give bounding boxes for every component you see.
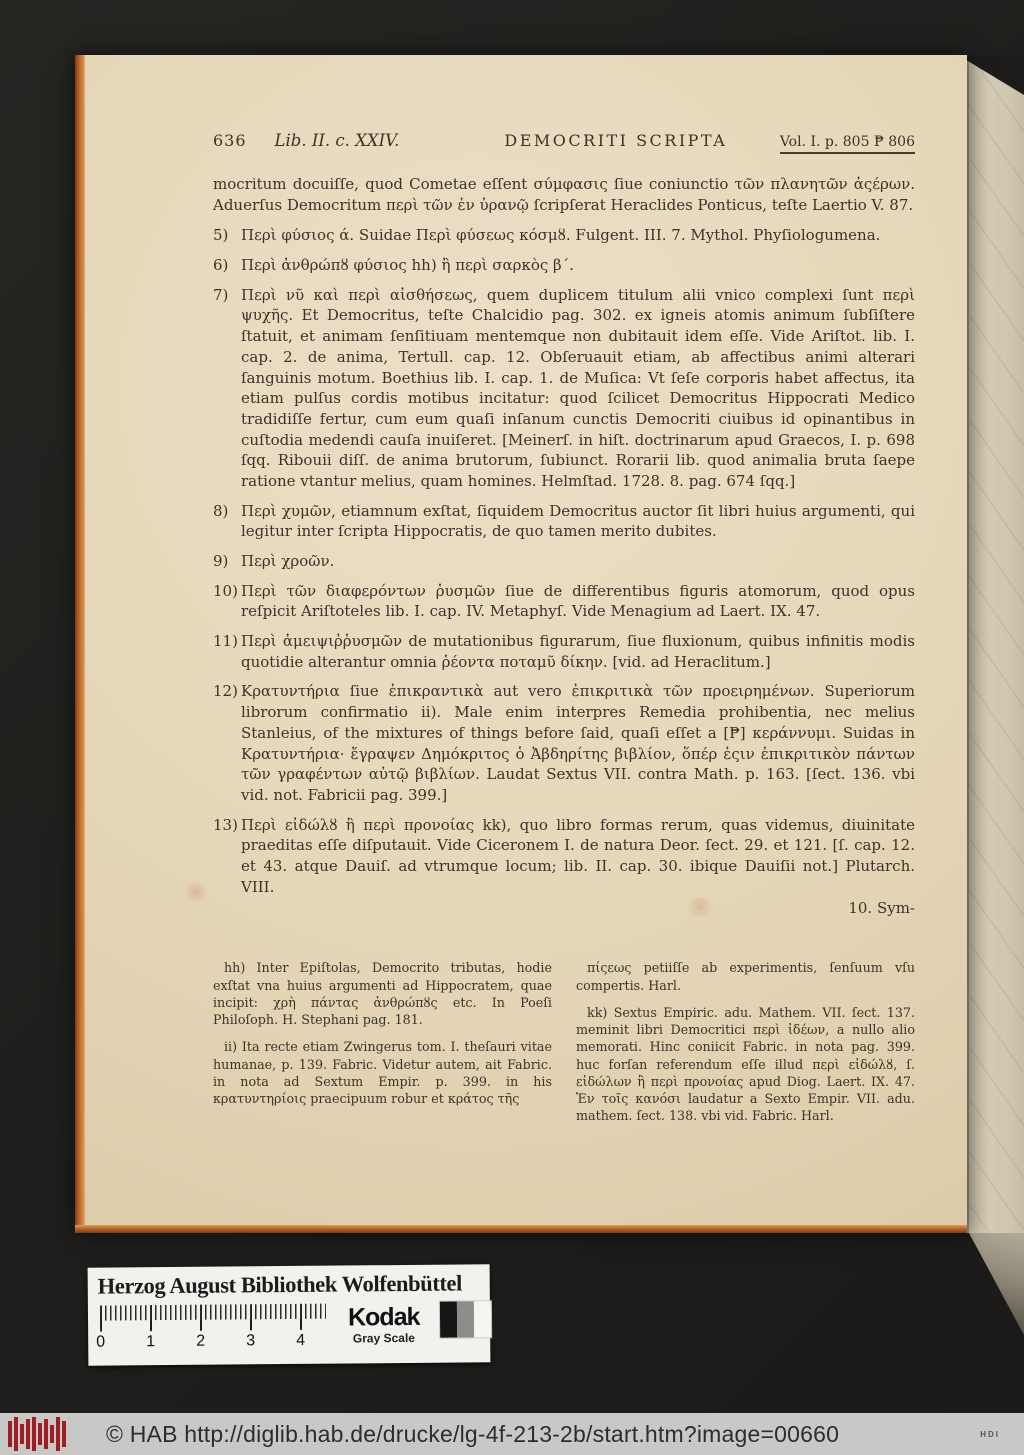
cm-ruler xyxy=(96,1304,332,1358)
item-number: 10) xyxy=(213,581,238,600)
footnote: kk) Sextus Empiric. adu. Mathem. VII. ſect. 137. meminit libri Democritici περὶ ἰδέων, a nullo alio memorati. Hinc coniicit Fabric. in nota pag. 399. huc forſan referendum eſſe illud περὶ εἰδώλȣ, ſ. εἰδώλων ἢ περὶ προνοίας apud Diog. Laert. IX. 47. Ἐν τοῖς κανόσι laudatur a Sexto Empir. VII. adu. mathem. ſect. 138. vbi vid. Fabric. Harl. xyxy=(576,1004,915,1124)
swatch-gray xyxy=(457,1301,474,1337)
ruler-number: 3 xyxy=(246,1332,256,1350)
item-text: Περὶ τῶν διαφερόντων ῥυσμῶν ſiue de differentibus figuris atomorum, quod opus reſpicit Ariſtoteles lib. I. cap. IV. Metaphyſ. Vide Menagium ad Laert. IX. 47. xyxy=(241,581,915,621)
fore-edge-bottom xyxy=(75,1225,967,1233)
ruler-number: 1 xyxy=(146,1333,156,1351)
book-page xyxy=(75,55,967,1233)
footnotes xyxy=(213,959,915,1124)
item-text: Περὶ χυμῶν, etiamnum exſtat, ſiquidem Democritus auctor ſit libri huius argumenti, qui legitur inter ſcripta Hippocratis, de quo tamen merito dubites. xyxy=(241,501,915,541)
ink-showthrough xyxy=(969,60,1024,1233)
ruler-number: 0 xyxy=(96,1333,106,1351)
copyright-bar xyxy=(0,1413,1024,1455)
item-number: 7) xyxy=(213,285,229,304)
next-page-edge xyxy=(967,60,1024,1233)
swatch-black xyxy=(440,1302,457,1338)
running-header xyxy=(213,131,915,154)
library-label xyxy=(88,1264,491,1366)
numbered-list xyxy=(213,225,915,897)
hab-barcode-icon xyxy=(8,1417,66,1451)
footnote: πίςεως petiiſſe ab experimentis, ſenſuum vſu compertis. Harl. xyxy=(576,960,915,993)
item-text: Κρατυντήρια ſiue ἐπικραντικὰ aut vero ἐπικριτικὰ τῶν προειρημένων. Superiorum librorum confirmatio ii). Male enim interpres Remedia prohibentia, nec melius Stanleius, of the mixtures of things before ſaid, quaſi eſſet a [₱] κεράννυμι. Suidas in Κρατυντήρια· ἔγραψεν Δημόκριτος ὁ Ἀβδηρίτης βιβλίον, ὅπέρ ἐςιν ἐπικριτικὸν πάντων τῶν γραφέντων αὐτῷ βιβλίων. Laudat Sextus VII. contra Math. p. 163. [ſect. 136. vbi vid. not. Fabricii pag. 399.] xyxy=(241,682,915,804)
item-number: 13) xyxy=(213,815,238,834)
list-item xyxy=(213,681,915,805)
ruler-minor-ticks xyxy=(100,1304,326,1321)
copyright-url: © HAB http://diglib.hab.de/drucke/lg-4f-213-2b/start.htm?image=00660 xyxy=(106,1420,840,1447)
item-number: 11) xyxy=(213,632,238,651)
volume-reference: Vol. I. p. 805 ₱ 806 xyxy=(780,134,915,154)
item-number: 6) xyxy=(213,256,229,275)
list-item xyxy=(213,815,915,898)
footnote: hh) Inter Epiſtolas, Democrito tributas, hodie exſtat vna huius argumenti ad Hippocratem, quae incipit: χρὴ πάντας ἀνθρώπȣς etc. In Poeſi Philoſoph. H. Stephani pag. 181. xyxy=(213,960,552,1028)
item-number: 9) xyxy=(213,552,229,570)
item-text: Περὶ ἀμειψιῤῥυσμῶν de mutationibus figurarum, ſiue fluxionum, quibus infinitis modis quotidie alterantur omnia ῥέοντα ποταμῦ δίκην. [vid. ad Heraclitum.] xyxy=(241,632,915,671)
item-text: Περὶ ἀνθρώπȣ φύσιος hh) ἢ περὶ σαρκὸς β΄. xyxy=(241,256,574,275)
ruler-number: 2 xyxy=(196,1332,206,1350)
bar-right-mark: HDI xyxy=(980,1429,1000,1439)
list-item xyxy=(213,501,915,542)
item-number: 12) xyxy=(213,682,238,701)
paper-stain xyxy=(183,881,209,903)
item-text: Περὶ χροῶν. xyxy=(241,552,335,570)
ruler-row xyxy=(98,1300,480,1361)
kodak-wordmark: Kodak xyxy=(347,1302,420,1332)
gray-scale-label: Gray Scale xyxy=(352,1330,415,1346)
list-item xyxy=(213,225,915,246)
page-number: 636 xyxy=(213,131,247,150)
next-page-corner xyxy=(969,1233,1024,1335)
book-reference: Lib. II. c. XXIV. xyxy=(274,131,400,150)
list-item xyxy=(213,255,915,276)
item-text: Περὶ φύσιος ά. Suidae Περὶ φύσεως κόσμȣ. Fulgent. III. 7. Mythol. Phyſiologumena. xyxy=(241,226,881,245)
ruler-number: 4 xyxy=(296,1331,306,1349)
catchword: 10. Sym- xyxy=(848,899,915,918)
list-item xyxy=(213,581,915,622)
list-item xyxy=(213,551,915,572)
page-title: DEMOCRITI SCRIPTA xyxy=(504,131,728,150)
gray-scale-swatches xyxy=(439,1300,492,1338)
footnote-column-left xyxy=(213,959,552,1124)
list-item xyxy=(213,285,915,492)
ruler-numbers xyxy=(96,1331,326,1354)
item-text: Περὶ νῦ καὶ περὶ αἰσθήσεως, quem duplicem titulum alii vnico complexi ſunt περὶ ψυχῆς. Et Democritus, teſte Chalcidio pag. 302. ex igneis atomis animum ſubſiſtere ſtatuit, et animam ſenſitiuam mentemque non dubitauit idem eſſe. Vide Ariſtot. lib. I. cap. 2. de anima, Tertull. cap. 12. Obſeruauit etiam, ab affectibus animi alterari ſanguinis motum. Boethius lib. I. cap. 1. de Muſica: Vt ſeſe corporis habet affectus, ita etiam pulſus cordis motibus incitatur: quod ſcilicet Democritus Hippocrati Medico tradidiſſe fertur, cum eum quaſi inſanum cunctis Democriti ciuibus id opinantibus in cuſtodia medendi cauſa inuiſeret. [Meinerſ. in hiſt. doctrinarum apud Graecos, I. p. 698 ſqq. Ribouii diſſ. de anima brutorum, ſubiunct. Rorarii lib. quod animalia bruta ſaepe ratione vtantur melius, quam homines. Helmſtad. 1728. 8. pag. 674 ſqq.] xyxy=(241,285,915,490)
page-content xyxy=(213,131,915,1125)
library-name: Herzog August Bibliothek Wolfenbüttel xyxy=(97,1270,463,1299)
item-number: 5) xyxy=(213,226,229,245)
item-number: 8) xyxy=(213,501,229,520)
list-item xyxy=(213,631,915,672)
fore-edge-left xyxy=(75,55,85,1233)
footnote: ii) Ita recte etiam Zwingerus tom. I. theſauri vitae humanae, p. 139. Fabric. Videtur autem, ait Fabric. in nota ad Sextum Empir. p. 399. in his κρατυντηρίοις praecipuum robur et κράτος τῆς xyxy=(213,1039,552,1107)
kodak-block xyxy=(347,1302,420,1346)
intro-paragraph: mocritum docuiſſe, quod Cometae eſſent σύμφασις ſiue coniunctio τῶν πλανητῶν ἀςέρων. Aduerſus Democritum περὶ τῶν ἐν ὐρανῷ ſcripſerat Heraclides Ponticus, teſte Laertio V. 87. xyxy=(213,175,915,214)
swatch-white xyxy=(474,1301,491,1337)
footnote-column-right xyxy=(576,959,915,1124)
item-text: Περὶ εἰδώλȣ ἢ περὶ προνοίας kk), quo libro formas rerum, quas videmus, diuinitate praeditas eſſe diſputauit. Vide Ciceronem I. de natura Deor. ſect. 29. et 121. [ſ. cap. 12. et 43. atque Dauiſ. ad vtrumque locum; lib. II. cap. 30. ibique Dauiſii not.] Plutarch. VIII. xyxy=(241,815,915,896)
